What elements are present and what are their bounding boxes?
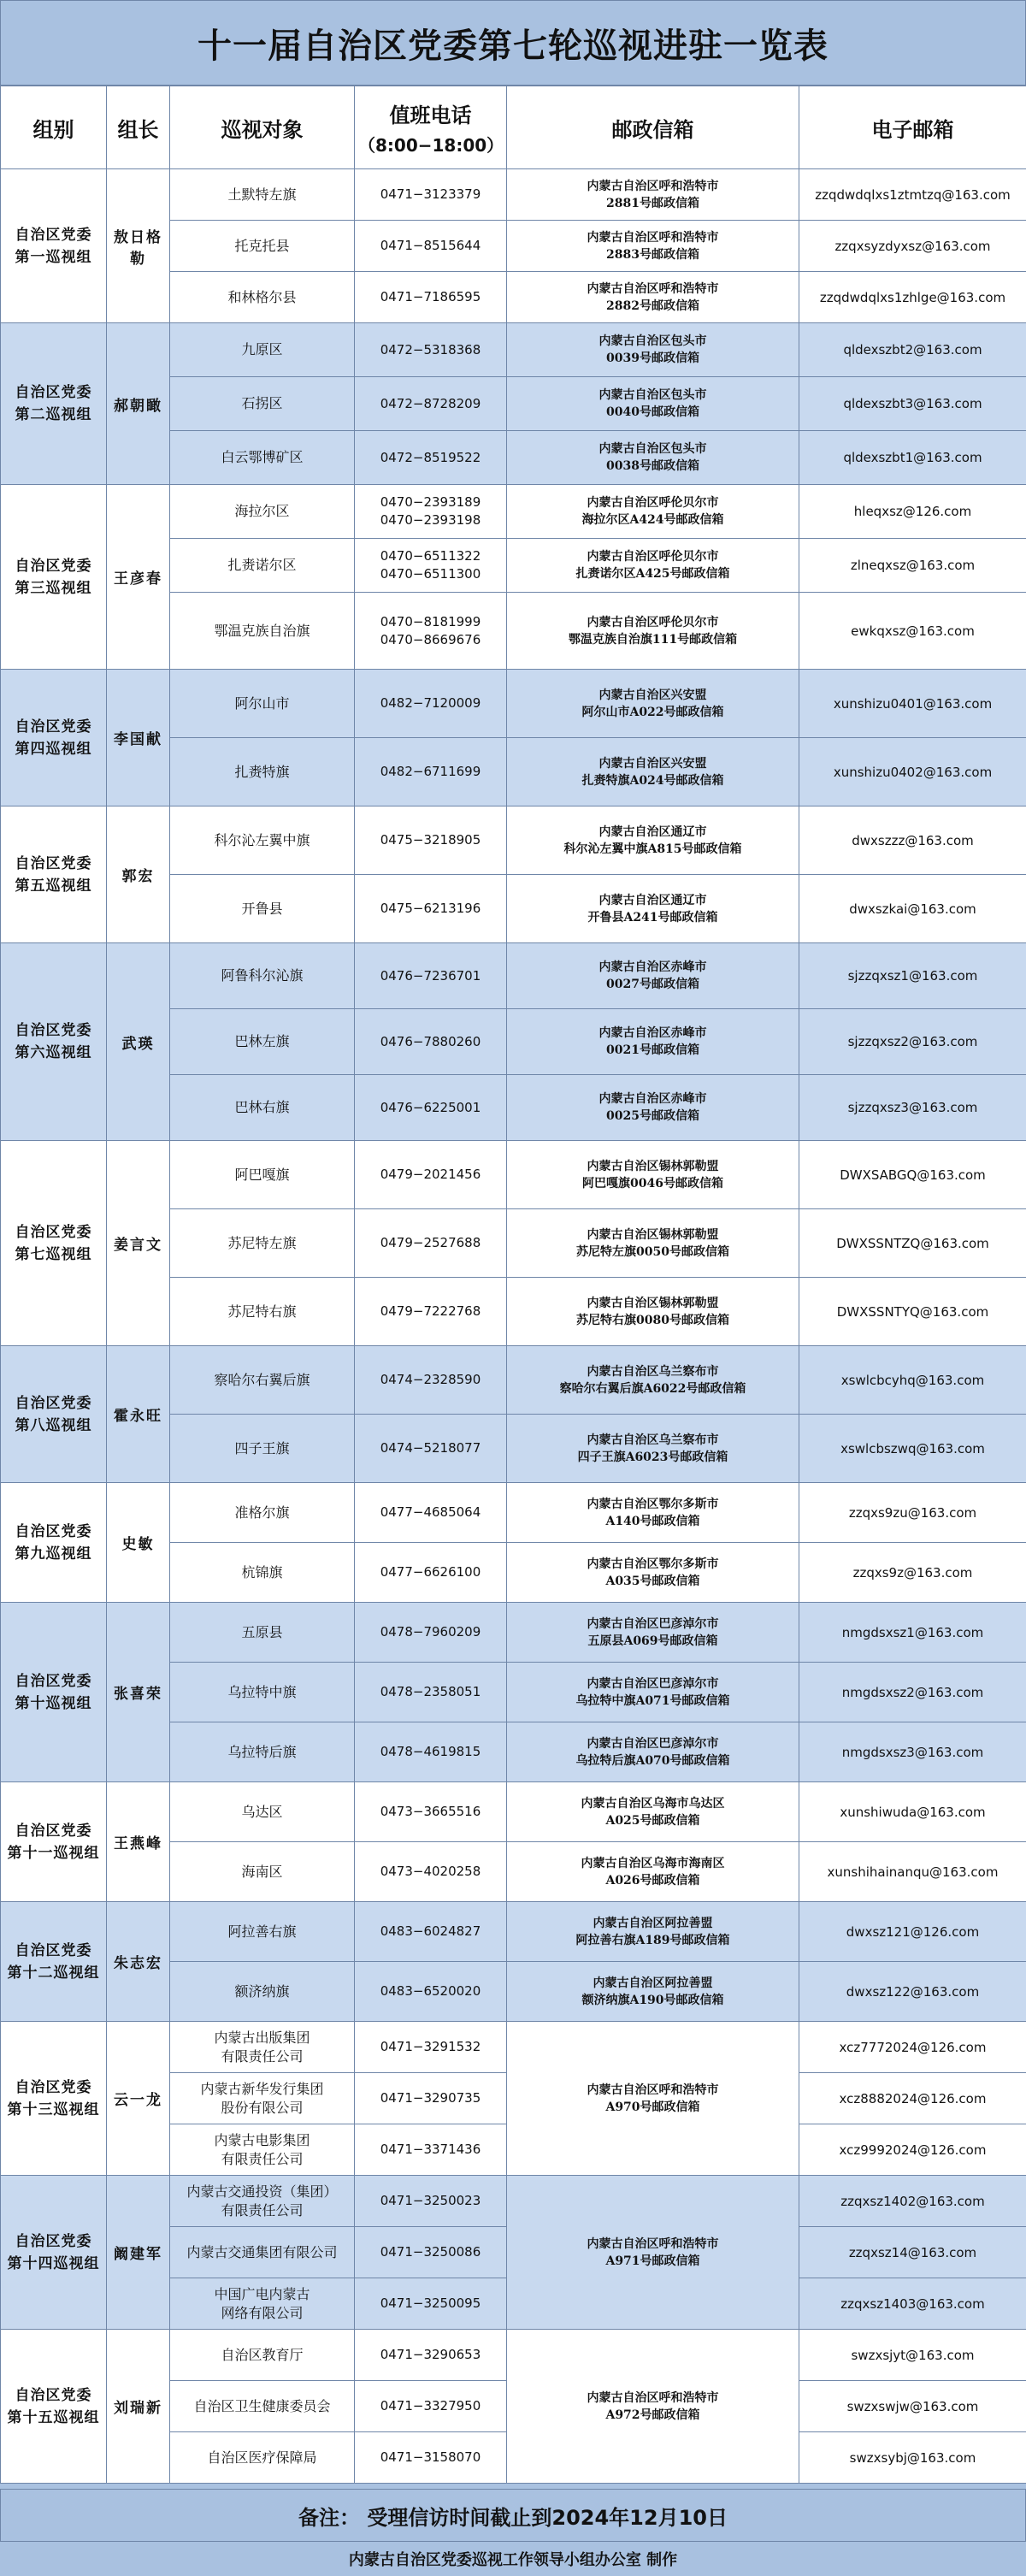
postal-mailbox: 内蒙古自治区赤峰市 0025号邮政信箱	[507, 1075, 799, 1141]
postal-mailbox: 内蒙古自治区通辽市 科尔沁左翼中旗A815号邮政信箱	[507, 806, 799, 875]
inspection-target: 白云鄂博矿区	[170, 431, 355, 485]
email-address: nmgdsxsz1@163.com	[799, 1603, 1026, 1663]
inspection-target: 准格尔旗	[170, 1483, 355, 1543]
group-name: 自治区党委 第九巡视组	[1, 1483, 107, 1603]
header-phone-hours: （8:00−18:00）	[358, 135, 504, 156]
inspection-target: 五原县	[170, 1603, 355, 1663]
inspection-target: 巴林右旗	[170, 1075, 355, 1141]
duty-phone: 0471−3250023	[355, 2176, 507, 2227]
email-address: dwxszkai@163.com	[799, 875, 1026, 943]
email-address: zzqxsz14@163.com	[799, 2227, 1026, 2278]
email-address: swzxsybj@163.com	[799, 2432, 1026, 2484]
email-address: sjzzqxsz2@163.com	[799, 1009, 1026, 1075]
postal-mailbox: 内蒙古自治区呼和浩特市 A972号邮政信箱	[507, 2330, 799, 2484]
table-row	[1, 323, 1026, 377]
table-row	[1, 2022, 1026, 2073]
email-address: zzqxsz1403@163.com	[799, 2278, 1026, 2330]
postal-mailbox: 内蒙古自治区巴彦淖尔市 乌拉特后旗A070号邮政信箱	[507, 1722, 799, 1782]
inspection-target: 内蒙古交通集团有限公司	[170, 2227, 355, 2278]
deadline-note: 备注： 受理信访时间截止到2024年12月10日	[0, 2489, 1026, 2542]
roster-body	[1, 169, 1026, 2484]
postal-mailbox: 内蒙古自治区乌海市海南区 A026号邮政信箱	[507, 1842, 799, 1902]
inspection-target: 阿鲁科尔沁旗	[170, 943, 355, 1009]
email-address: swzxsjyt@163.com	[799, 2330, 1026, 2381]
group-leader: 王燕峰	[107, 1782, 170, 1902]
inspection-target: 开鲁县	[170, 875, 355, 943]
email-address: zzqdwdqlxs1zhlge@163.com	[799, 272, 1026, 323]
postal-mailbox: 内蒙古自治区乌兰察布市 四子王旗A6023号邮政信箱	[507, 1415, 799, 1483]
inspection-target: 乌达区	[170, 1782, 355, 1842]
inspection-target: 巴林左旗	[170, 1009, 355, 1075]
email-address: qldexszbt3@163.com	[799, 377, 1026, 431]
header-phone	[355, 86, 507, 169]
duty-phone: 0473−3665516	[355, 1782, 507, 1842]
duty-phone: 0479−7222768	[355, 1278, 507, 1346]
duty-phone: 0476−7236701	[355, 943, 507, 1009]
group-leader: 朱志宏	[107, 1902, 170, 2022]
group-name: 自治区党委 第十五巡视组	[1, 2330, 107, 2484]
group-name: 自治区党委 第三巡视组	[1, 485, 107, 670]
duty-phone: 0473−4020258	[355, 1842, 507, 1902]
inspection-target: 鄂温克族自治旗	[170, 593, 355, 670]
group-name: 自治区党委 第十一巡视组	[1, 1782, 107, 1902]
table-row	[1, 1782, 1026, 1842]
group-name: 自治区党委 第二巡视组	[1, 323, 107, 485]
header-leader: 组长	[107, 86, 170, 169]
email-address: nmgdsxsz2@163.com	[799, 1663, 1026, 1722]
group-leader: 史敏	[107, 1483, 170, 1603]
inspection-target: 苏尼特左旗	[170, 1209, 355, 1278]
page-title: 十一届自治区党委第七轮巡视进驻一览表	[0, 0, 1026, 86]
table-row	[1, 1603, 1026, 1663]
group-leader: 张喜荣	[107, 1603, 170, 1782]
duty-phone: 0471−3291532	[355, 2022, 507, 2073]
email-address: xcz9992024@126.com	[799, 2124, 1026, 2176]
group-leader: 李国献	[107, 670, 170, 806]
group-leader: 郝朝瞰	[107, 323, 170, 485]
inspection-target: 乌拉特中旗	[170, 1663, 355, 1722]
email-address: qldexszbt2@163.com	[799, 323, 1026, 377]
inspection-target: 杭锦旗	[170, 1543, 355, 1603]
postal-mailbox: 内蒙古自治区阿拉善盟 额济纳旗A190号邮政信箱	[507, 1962, 799, 2022]
duty-phone: 0483−6520020	[355, 1962, 507, 2022]
duty-phone: 0471−8515644	[355, 221, 507, 272]
table-row	[1, 1346, 1026, 1415]
email-address: xunshizu0402@163.com	[799, 738, 1026, 806]
inspection-target: 扎赉诺尔区	[170, 539, 355, 593]
duty-phone: 0470−6511322 0470−6511300	[355, 539, 507, 593]
postal-mailbox: 内蒙古自治区呼和浩特市 2883号邮政信箱	[507, 221, 799, 272]
email-address: xcz7772024@126.com	[799, 2022, 1026, 2073]
table-row	[1, 1483, 1026, 1543]
email-address: sjzzqxsz3@163.com	[799, 1075, 1026, 1141]
table-row	[1, 806, 1026, 875]
postal-mailbox: 内蒙古自治区巴彦淖尔市 乌拉特中旗A071号邮政信箱	[507, 1663, 799, 1722]
inspection-target: 自治区卫生健康委员会	[170, 2381, 355, 2432]
email-address: xunshiwuda@163.com	[799, 1782, 1026, 1842]
email-address: sjzzqxsz1@163.com	[799, 943, 1026, 1009]
header-email: 电子邮箱	[799, 86, 1026, 169]
email-address: dwxsz121@126.com	[799, 1902, 1026, 1962]
table-row	[1, 2176, 1026, 2227]
header-group: 组别	[1, 86, 107, 169]
inspection-target: 海南区	[170, 1842, 355, 1902]
group-leader: 郭宏	[107, 806, 170, 943]
group-name: 自治区党委 第十四巡视组	[1, 2176, 107, 2330]
table-row	[1, 943, 1026, 1009]
duty-phone: 0478−2358051	[355, 1663, 507, 1722]
duty-phone: 0471−3250086	[355, 2227, 507, 2278]
duty-phone: 0471−3158070	[355, 2432, 507, 2484]
group-name: 自治区党委 第八巡视组	[1, 1346, 107, 1483]
group-name: 自治区党委 第五巡视组	[1, 806, 107, 943]
group-leader: 刘瑞新	[107, 2330, 170, 2484]
group-leader: 武瑛	[107, 943, 170, 1141]
table-row	[1, 1902, 1026, 1962]
inspection-target: 和林格尔县	[170, 272, 355, 323]
duty-phone: 0472−8519522	[355, 431, 507, 485]
email-address: ewkqxsz@163.com	[799, 593, 1026, 670]
group-leader: 王彦春	[107, 485, 170, 670]
inspection-target: 四子王旗	[170, 1415, 355, 1483]
inspection-target: 自治区教育厅	[170, 2330, 355, 2381]
email-address: DWXSSNTZQ@163.com	[799, 1209, 1026, 1278]
group-leader: 阚建军	[107, 2176, 170, 2330]
postal-mailbox: 内蒙古自治区通辽市 开鲁县A241号邮政信箱	[507, 875, 799, 943]
group-name: 自治区党委 第四巡视组	[1, 670, 107, 806]
inspection-target: 中国广电内蒙古 网络有限公司	[170, 2278, 355, 2330]
table-row	[1, 485, 1026, 539]
duty-phone: 0474−2328590	[355, 1346, 507, 1415]
inspection-target: 阿拉善右旗	[170, 1902, 355, 1962]
email-address: xcz8882024@126.com	[799, 2073, 1026, 2124]
duty-phone: 0471−7186595	[355, 272, 507, 323]
group-name: 自治区党委 第十二巡视组	[1, 1902, 107, 2022]
postal-mailbox: 内蒙古自治区鄂尔多斯市 A035号邮政信箱	[507, 1543, 799, 1603]
header-row	[1, 86, 1026, 169]
duty-phone: 0474−5218077	[355, 1415, 507, 1483]
duty-phone: 0472−5318368	[355, 323, 507, 377]
inspection-target: 九原区	[170, 323, 355, 377]
duty-phone: 0471−3371436	[355, 2124, 507, 2176]
duty-phone: 0475−3218905	[355, 806, 507, 875]
email-address: qldexszbt1@163.com	[799, 431, 1026, 485]
postal-mailbox: 内蒙古自治区鄂尔多斯市 A140号邮政信箱	[507, 1483, 799, 1543]
duty-phone: 0482−6711699	[355, 738, 507, 806]
group-name: 自治区党委 第六巡视组	[1, 943, 107, 1141]
postal-mailbox: 内蒙古自治区呼伦贝尔市 海拉尔区A424号邮政信箱	[507, 485, 799, 539]
group-name: 自治区党委 第一巡视组	[1, 169, 107, 323]
group-name: 自治区党委 第七巡视组	[1, 1141, 107, 1346]
duty-phone: 0470−2393189 0470−2393198	[355, 485, 507, 539]
postal-mailbox: 内蒙古自治区阿拉善盟 阿拉善右旗A189号邮政信箱	[507, 1902, 799, 1962]
email-address: xunshizu0401@163.com	[799, 670, 1026, 738]
inspection-target: 托克托县	[170, 221, 355, 272]
postal-mailbox: 内蒙古自治区呼伦贝尔市 鄂温克族自治旗111号邮政信箱	[507, 593, 799, 670]
inspection-target: 阿尔山市	[170, 670, 355, 738]
postal-mailbox: 内蒙古自治区呼和浩特市 2882号邮政信箱	[507, 272, 799, 323]
duty-phone: 0475−6213196	[355, 875, 507, 943]
email-address: zzqxs9zu@163.com	[799, 1483, 1026, 1543]
header-phone-label: 值班电话	[389, 103, 472, 127]
group-leader: 敖日格勒	[107, 169, 170, 323]
duty-phone: 0478−4619815	[355, 1722, 507, 1782]
table-row	[1, 169, 1026, 221]
duty-phone: 0471−3123379	[355, 169, 507, 221]
duty-phone: 0471−3327950	[355, 2381, 507, 2432]
inspection-target: 自治区医疗保障局	[170, 2432, 355, 2484]
header-mailbox: 邮政信箱	[507, 86, 799, 169]
duty-phone: 0477−4685064	[355, 1483, 507, 1543]
duty-phone: 0477−6626100	[355, 1543, 507, 1603]
inspection-target: 内蒙古出版集团 有限责任公司	[170, 2022, 355, 2073]
postal-mailbox: 内蒙古自治区包头市 0039号邮政信箱	[507, 323, 799, 377]
group-leader: 云一龙	[107, 2022, 170, 2176]
duty-phone: 0479−2021456	[355, 1141, 507, 1209]
duty-phone: 0482−7120009	[355, 670, 507, 738]
group-name: 自治区党委 第十三巡视组	[1, 2022, 107, 2176]
email-address: zzqdwdqlxs1ztmtzq@163.com	[799, 169, 1026, 221]
issuer-footer: 内蒙古自治区党委巡视工作领导小组办公室 制作	[348, 2551, 678, 2569]
postal-mailbox: 内蒙古自治区包头市 0040号邮政信箱	[507, 377, 799, 431]
duty-phone: 0470−8181999 0470−8669676	[355, 593, 507, 670]
inspection-target: 科尔沁左翼中旗	[170, 806, 355, 875]
duty-phone: 0476−6225001	[355, 1075, 507, 1141]
email-address: swzxswjw@163.com	[799, 2381, 1026, 2432]
inspection-target: 乌拉特后旗	[170, 1722, 355, 1782]
table-row	[1, 2330, 1026, 2381]
postal-mailbox: 内蒙古自治区锡林郭勒盟 苏尼特右旗0080号邮政信箱	[507, 1278, 799, 1346]
duty-phone: 0478−7960209	[355, 1603, 507, 1663]
inspection-target: 内蒙古电影集团 有限责任公司	[170, 2124, 355, 2176]
email-address: hleqxsz@126.com	[799, 485, 1026, 539]
inspection-target: 阿巴嘎旗	[170, 1141, 355, 1209]
inspection-target: 扎赉特旗	[170, 738, 355, 806]
inspection-target: 察哈尔右翼后旗	[170, 1346, 355, 1415]
postal-mailbox: 内蒙古自治区巴彦淖尔市 五原县A069号邮政信箱	[507, 1603, 799, 1663]
postal-mailbox: 内蒙古自治区兴安盟 扎赉特旗A024号邮政信箱	[507, 738, 799, 806]
inspection-target: 土默特左旗	[170, 169, 355, 221]
postal-mailbox: 内蒙古自治区呼和浩特市 2881号邮政信箱	[507, 169, 799, 221]
email-address: dwxsz122@163.com	[799, 1962, 1026, 2022]
postal-mailbox: 内蒙古自治区呼和浩特市 A970号邮政信箱	[507, 2022, 799, 2176]
inspection-target: 苏尼特右旗	[170, 1278, 355, 1346]
email-address: zzqxsz1402@163.com	[799, 2176, 1026, 2227]
email-address: zlneqxsz@163.com	[799, 539, 1026, 593]
inspection-roster-table	[0, 86, 1026, 2484]
inspection-target: 海拉尔区	[170, 485, 355, 539]
inspection-target: 内蒙古新华发行集团 股份有限公司	[170, 2073, 355, 2124]
email-address: DWXSABGQ@163.com	[799, 1141, 1026, 1209]
email-address: xswlcbszwq@163.com	[799, 1415, 1026, 1483]
postal-mailbox: 内蒙古自治区锡林郭勒盟 阿巴嘎旗0046号邮政信箱	[507, 1141, 799, 1209]
duty-phone: 0471−3290653	[355, 2330, 507, 2381]
duty-phone: 0479−2527688	[355, 1209, 507, 1278]
group-leader: 霍永旺	[107, 1346, 170, 1483]
inspection-target: 石拐区	[170, 377, 355, 431]
email-address: dwxszzz@163.com	[799, 806, 1026, 875]
group-name: 自治区党委 第十巡视组	[1, 1603, 107, 1782]
postal-mailbox: 内蒙古自治区赤峰市 0021号邮政信箱	[507, 1009, 799, 1075]
postal-mailbox: 内蒙古自治区乌兰察布市 察哈尔右翼后旗A6022号邮政信箱	[507, 1346, 799, 1415]
email-address: xswlcbcyhq@163.com	[799, 1346, 1026, 1415]
table-row	[1, 670, 1026, 738]
duty-phone: 0471−3250095	[355, 2278, 507, 2330]
postal-mailbox: 内蒙古自治区锡林郭勒盟 苏尼特左旗0050号邮政信箱	[507, 1209, 799, 1278]
duty-phone: 0471−3290735	[355, 2073, 507, 2124]
group-leader: 姜言文	[107, 1141, 170, 1346]
duty-phone: 0483−6024827	[355, 1902, 507, 1962]
postal-mailbox: 内蒙古自治区呼伦贝尔市 扎赉诺尔区A425号邮政信箱	[507, 539, 799, 593]
postal-mailbox: 内蒙古自治区赤峰市 0027号邮政信箱	[507, 943, 799, 1009]
email-address: DWXSSNTYQ@163.com	[799, 1278, 1026, 1346]
email-address: zzqxs9z@163.com	[799, 1543, 1026, 1603]
postal-mailbox: 内蒙古自治区兴安盟 阿尔山市A022号邮政信箱	[507, 670, 799, 738]
header-target: 巡视对象	[170, 86, 355, 169]
email-address: nmgdsxsz3@163.com	[799, 1722, 1026, 1782]
inspection-target: 额济纳旗	[170, 1962, 355, 2022]
table-row	[1, 1141, 1026, 1209]
duty-phone: 0476−7880260	[355, 1009, 507, 1075]
email-address: xunshihainanqu@163.com	[799, 1842, 1026, 1902]
postal-mailbox: 内蒙古自治区呼和浩特市 A971号邮政信箱	[507, 2176, 799, 2330]
postal-mailbox: 内蒙古自治区乌海市乌达区 A025号邮政信箱	[507, 1782, 799, 1842]
duty-phone: 0472−8728209	[355, 377, 507, 431]
inspection-target: 内蒙古交通投资（集团） 有限责任公司	[170, 2176, 355, 2227]
email-address: zzqxsyzdyxsz@163.com	[799, 221, 1026, 272]
postal-mailbox: 内蒙古自治区包头市 0038号邮政信箱	[507, 431, 799, 485]
